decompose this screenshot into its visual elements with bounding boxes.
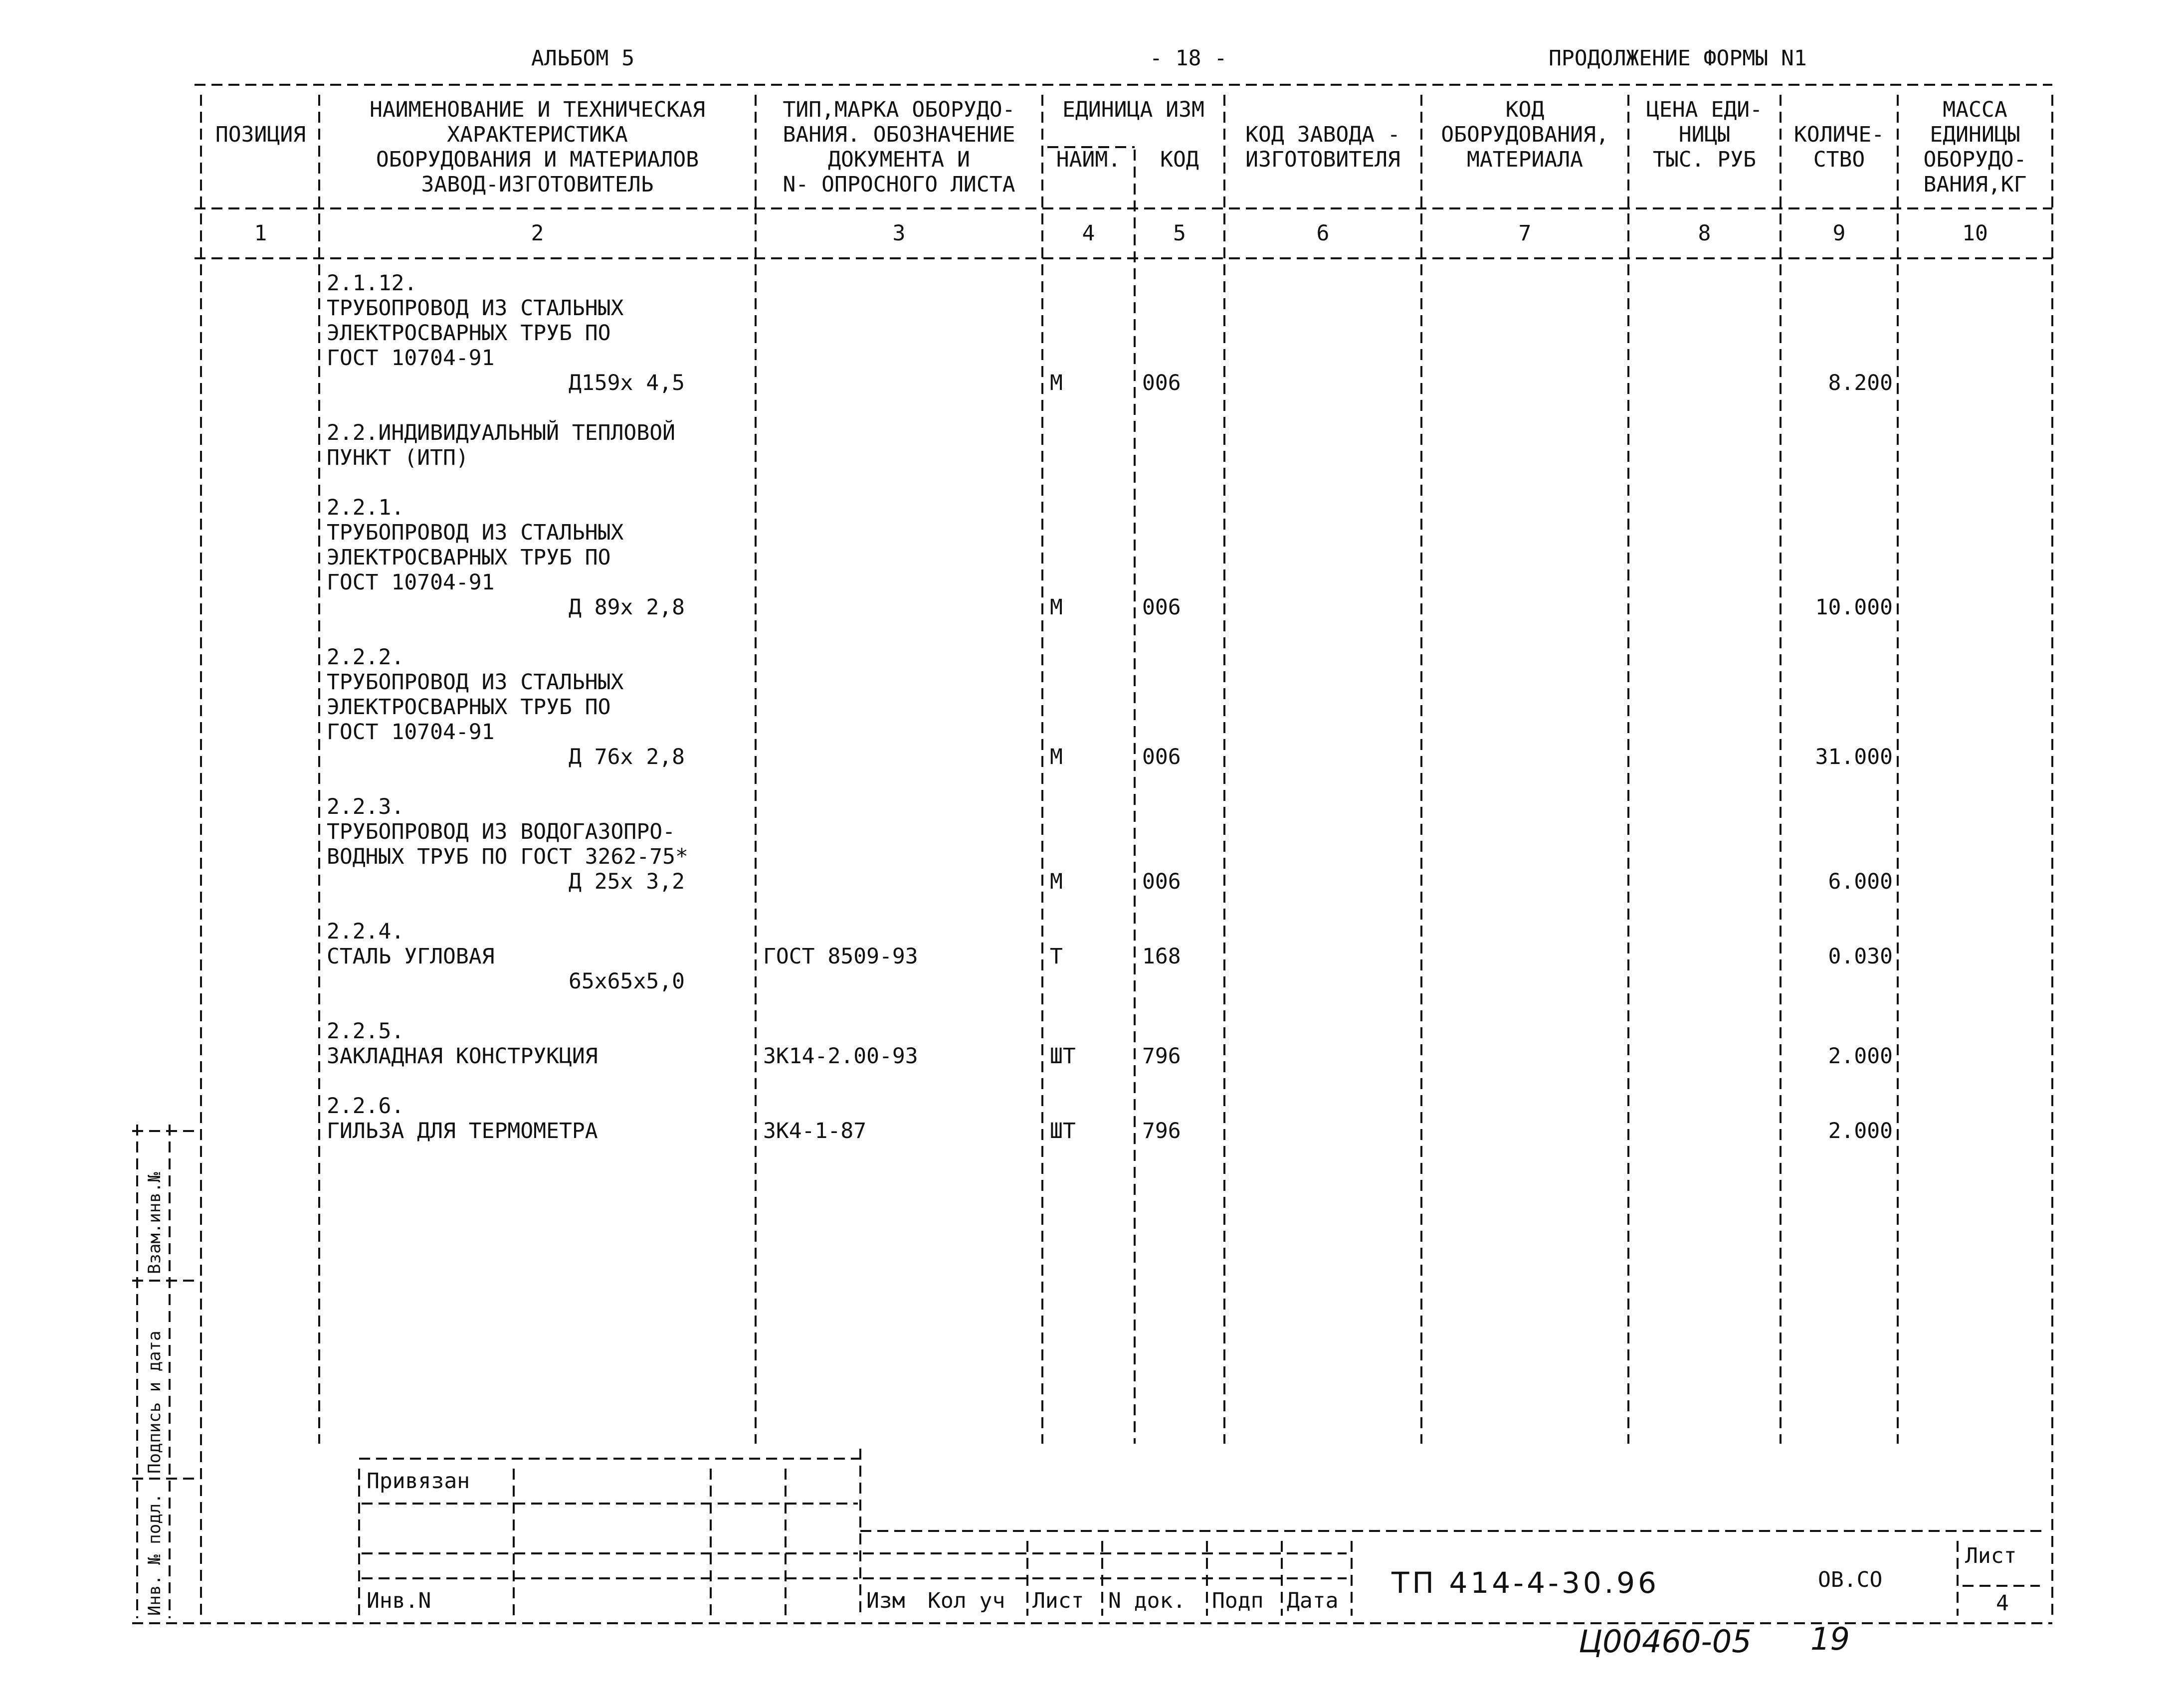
handwritten-page-number: 19 bbox=[1810, 1621, 1850, 1657]
row-quantity: 2.000 bbox=[1828, 1044, 1893, 1069]
side-label-vzam: Взам.инв.№ bbox=[145, 1172, 165, 1274]
row-doc: ЗК14-2.00-93 bbox=[763, 1044, 918, 1069]
row-unit: М bbox=[1050, 371, 1063, 395]
stamp-sheet-label: Лист bbox=[1965, 1543, 2017, 1568]
row-size: Д159х 4,5 bbox=[569, 371, 685, 395]
stamp-label-data: Дата bbox=[1287, 1588, 1339, 1613]
row-code: 796 bbox=[1142, 1044, 1181, 1069]
side-label-podpis: Подпись и дата bbox=[145, 1330, 165, 1474]
row-code: 006 bbox=[1142, 371, 1181, 395]
row-size: Д 25х 3,2 bbox=[569, 869, 685, 894]
header-type: ТИП,МАРКА ОБОРУДО- ВАНИЯ. ОБОЗНАЧЕНИЕ ДОКУМЕНТА И N- ОПРОСНОГО ЛИСТА bbox=[783, 97, 1015, 197]
row-unit: М bbox=[1050, 745, 1063, 769]
handwritten-archive-number: Ц00460-05 bbox=[1579, 1623, 1752, 1660]
col-number: 4 bbox=[1082, 221, 1095, 246]
stamp-label-list: Лист bbox=[1032, 1588, 1084, 1613]
stamp-label-kol: Кол уч bbox=[928, 1588, 1005, 1613]
row-doc: ЗК4-1-87 bbox=[763, 1119, 867, 1143]
row-quantity: 2.000 bbox=[1828, 1119, 1893, 1143]
col-number: 7 bbox=[1518, 221, 1532, 246]
album-label: АЛЬБОМ 5 bbox=[531, 46, 635, 71]
col-number: 1 bbox=[254, 221, 267, 246]
row-quantity: 6.000 bbox=[1828, 869, 1893, 894]
row-quantity: 0.030 bbox=[1828, 944, 1893, 969]
stamp-label-podp: Подп bbox=[1212, 1588, 1264, 1613]
row-name: 2.2.6. ГИЛЬЗА ДЛЯ ТЕРМОМЕТРА bbox=[327, 1094, 598, 1143]
header-equipment-code: КОД ОБОРУДОВАНИЯ, МАТЕРИАЛА bbox=[1441, 97, 1609, 172]
col-number: 5 bbox=[1173, 221, 1186, 246]
stamp-designation: ТП 414-4-30.96 bbox=[1391, 1566, 1659, 1600]
col-number: 10 bbox=[1962, 221, 1988, 246]
row-unit: М bbox=[1050, 595, 1063, 620]
row-code: 006 bbox=[1142, 745, 1181, 769]
row-code: 168 bbox=[1142, 944, 1181, 969]
header-unit-group: ЕДИНИЦА ИЗМ bbox=[1062, 97, 1204, 122]
col-number: 3 bbox=[892, 221, 906, 246]
row-name: 2.2.ИНДИВИДУАЛЬНЫЙ ТЕПЛОВОЙ ПУНКТ (ИТП) bbox=[327, 420, 675, 470]
col-number: 2 bbox=[531, 221, 544, 246]
row-name: 2.2.2. ТРУБОПРОВОД ИЗ СТАЛЬНЫХ ЭЛЕКТРОСВАРНЫХ ТРУБ ПО ГОСТ 10704-91 bbox=[327, 645, 624, 745]
row-code: 006 bbox=[1142, 869, 1181, 894]
row-name: 2.1.12. ТРУБОПРОВОД ИЗ СТАЛЬНЫХ ЭЛЕКТРОСВАРНЫХ ТРУБ ПО ГОСТ 10704-91 bbox=[327, 271, 624, 371]
page-number: - 18 - bbox=[1150, 46, 1227, 71]
row-name: 2.2.1. ТРУБОПРОВОД ИЗ СТАЛЬНЫХ ЭЛЕКТРОСВАРНЫХ ТРУБ ПО ГОСТ 10704-91 bbox=[327, 495, 624, 595]
stamp-label-izm: Изм bbox=[866, 1588, 905, 1613]
row-name: 2.2.4. СТАЛЬ УГЛОВАЯ bbox=[327, 919, 495, 969]
col-number: 9 bbox=[1832, 221, 1846, 246]
stamp-label-doc: N док. bbox=[1108, 1588, 1186, 1613]
header-price: ЦЕНА ЕДИ- НИЦЫ ТЫС. РУБ bbox=[1646, 97, 1763, 172]
header-unit-name: НАИМ. bbox=[1056, 147, 1121, 172]
row-unit: ШТ bbox=[1050, 1119, 1076, 1143]
row-doc: ГОСТ 8509-93 bbox=[763, 944, 918, 969]
row-unit: ШТ bbox=[1050, 1044, 1076, 1069]
col-number: 6 bbox=[1316, 221, 1330, 246]
row-unit: М bbox=[1050, 869, 1063, 894]
header-position: ПОЗИЦИЯ bbox=[215, 122, 306, 147]
row-size: Д 89х 2,8 bbox=[569, 595, 685, 620]
row-quantity: 31.000 bbox=[1815, 745, 1893, 769]
stamp-privyazan: Привязан bbox=[367, 1469, 470, 1494]
row-unit: Т bbox=[1050, 944, 1063, 969]
header-name: НАИМЕНОВАНИЕ И ТЕХНИЧЕСКАЯ ХАРАКТЕРИСТИКА ОБОРУДОВАНИЯ И МАТЕРИАЛОВ ЗАВОД-ИЗГОТОВИТЕЛЬ bbox=[369, 97, 706, 197]
header-unit-code: КОД bbox=[1160, 147, 1199, 172]
row-name: 2.2.5. ЗАКЛАДНАЯ КОНСТРУКЦИЯ bbox=[327, 1019, 598, 1069]
col-number: 8 bbox=[1698, 221, 1711, 246]
row-name: 2.2.3. ТРУБОПРОВОД ИЗ ВОДОГАЗОПРО- ВОДНЫХ ТРУБ ПО ГОСТ 3262-75* bbox=[327, 794, 688, 869]
header-plant-code: КОД ЗАВОДА - ИЗГОТОВИТЕЛЯ bbox=[1245, 122, 1400, 172]
row-size: 65х65х5,0 bbox=[569, 969, 685, 994]
stamp-sheet-number: 4 bbox=[1996, 1591, 2009, 1616]
row-size: Д 76х 2,8 bbox=[569, 745, 685, 769]
row-code: 006 bbox=[1142, 595, 1181, 620]
stamp-section: ОВ.СО bbox=[1818, 1567, 1883, 1592]
header-mass: МАССА ЕДИНИЦЫ ОБОРУДО- ВАНИЯ,КГ bbox=[1923, 97, 2027, 197]
header-quantity: КОЛИЧЕ- СТВО bbox=[1793, 122, 1885, 172]
form-label: ПРОДОЛЖЕНИЕ ФОРМЫ N1 bbox=[1549, 46, 1807, 71]
stamp-inv: Инв.N bbox=[367, 1588, 431, 1613]
row-quantity: 8.200 bbox=[1828, 371, 1893, 395]
row-code: 796 bbox=[1142, 1119, 1181, 1143]
side-label-inv-podl: Инв. № подл. bbox=[145, 1493, 165, 1616]
row-quantity: 10.000 bbox=[1815, 595, 1893, 620]
